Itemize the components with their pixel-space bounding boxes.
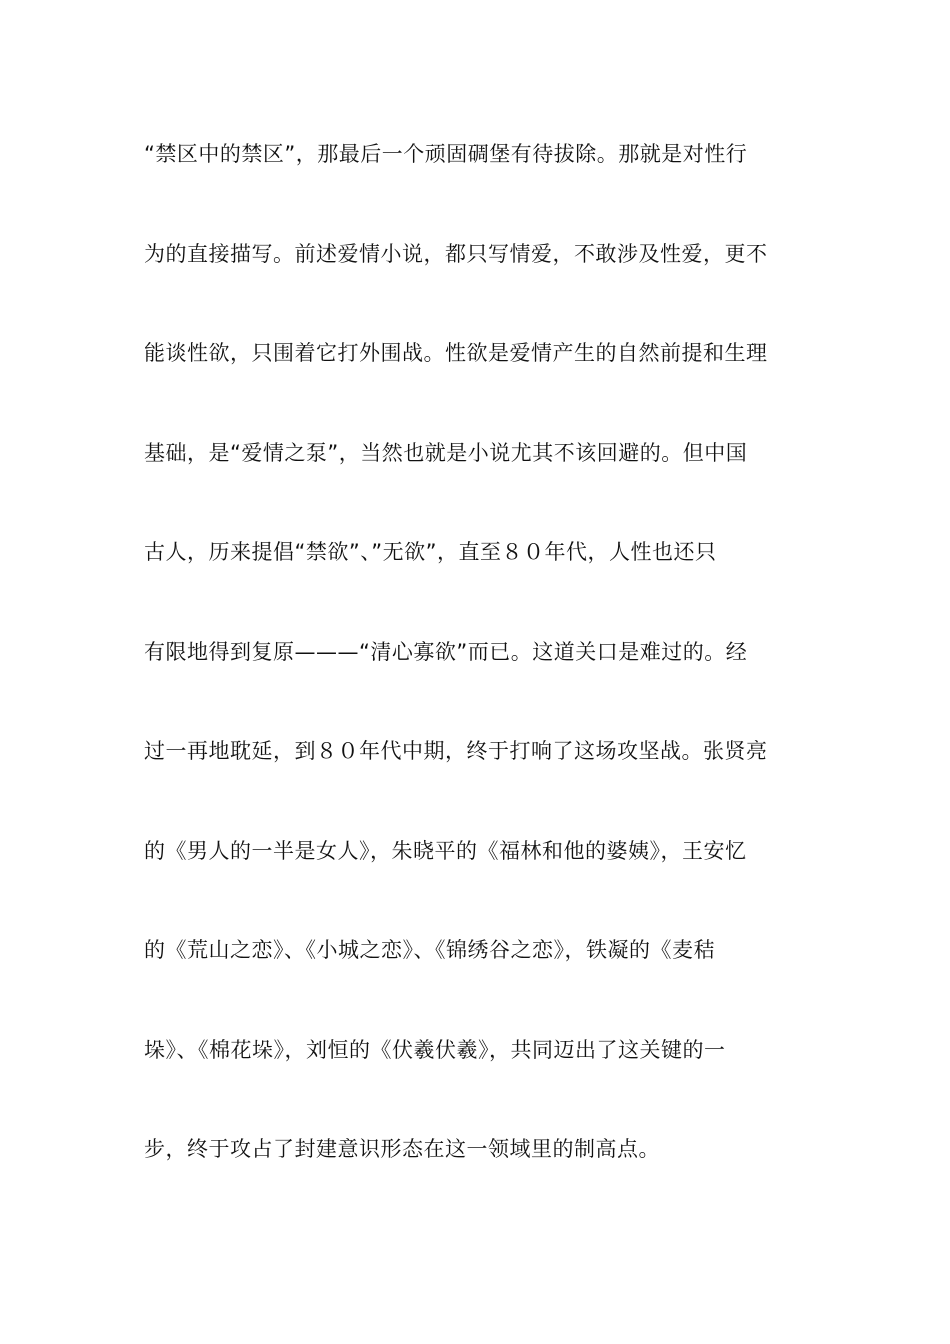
body-paragraph bbox=[144, 132, 814, 1227]
text-line-5: 古人，历来提倡“禁欲”、”无欲”，直至８０年代，人性也还只 bbox=[144, 540, 717, 564]
text-line-8: 的《男人的一半是女人》，朱晓平的《福林和他的婆姨》，王安忆 bbox=[144, 838, 747, 863]
text-line-11: 步，终于攻占了封建意识形态在这一领域里的制高点。 bbox=[144, 1137, 660, 1161]
text-line-10: 垛》、《棉花垛》，刘恒的《伏羲伏羲》，共同迈出了这关键的一 bbox=[144, 1037, 726, 1062]
text-line-1: “禁区中的禁区”，那最后一个顽固碉堡有待拔除。那就是对性行 bbox=[144, 142, 748, 166]
text-line-2: 为的直接描写。前述爱情小说，都只写情爱，不敢涉及性爱，更不 bbox=[144, 241, 768, 266]
text-line-4: 基础，是“爱情之泵”，当然也就是小说尤其不该回避的。但中国 bbox=[144, 440, 748, 465]
text-line-7: 过一再地耽延，到８０年代中期，终于打响了这场攻坚战。张贤亮 bbox=[144, 739, 768, 763]
text-line-9: 的《荒山之恋》、《小城之恋》、《锦绣谷之恋》，铁凝的《麦秸 bbox=[144, 938, 715, 962]
text-line-3: 能谈性欲，只围着它打外围战。性欲是爱情产生的自然前提和生理 bbox=[144, 341, 768, 365]
text-line-6: 有限地得到复原———“清心寡欲”而已。这道关口是难过的。经 bbox=[144, 639, 748, 664]
